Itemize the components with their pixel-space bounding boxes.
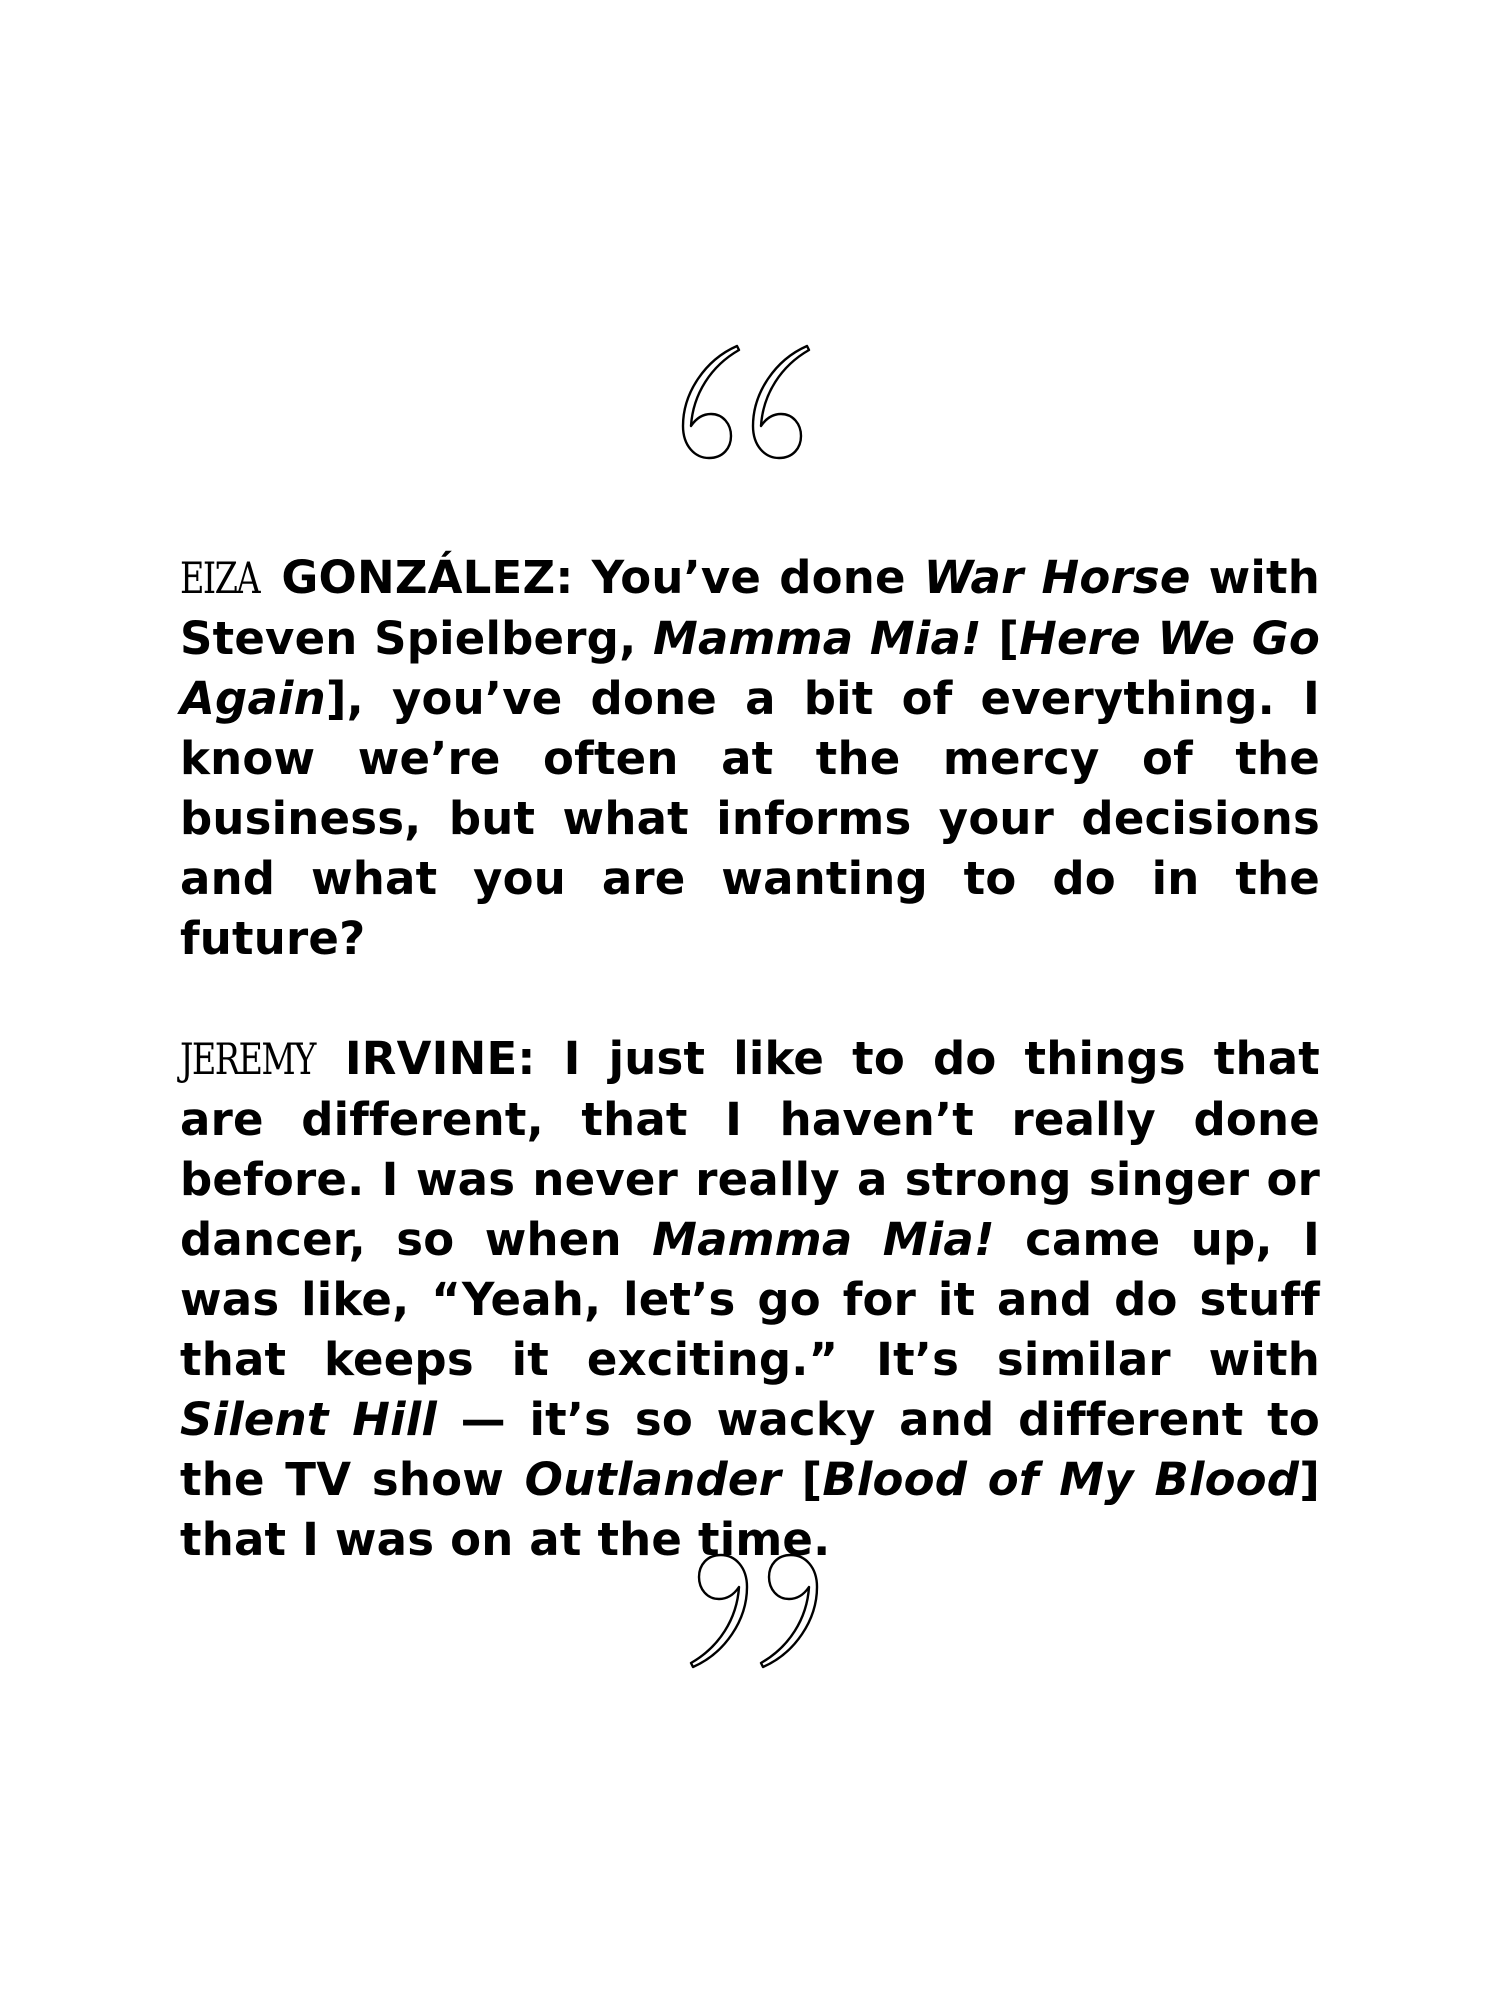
open-quote-icon (675, 338, 825, 468)
film-title: Here We Go Again (180, 612, 1320, 725)
answer-paragraph: JEREMY IRVINE: I just like to do things that are different, that I haven’t really done before. I was never really a strong singer or dancer, so when Mamma Mia! came up, I was like, “Yeah, let’s go for it and do stuff that keeps it exciting.” It’s similar with Silent Hill — it’s so wacky and different to the TV show Outlander [Blood of My Blood] that I was on at the time. (180, 1032, 1320, 1566)
close-quote-icon (675, 1545, 825, 1675)
question-paragraph: EIZA GONZÁLEZ: You’ve done War Horse with Steven Spielberg, Mamma Mia! [Here We Go Again], you’ve done a bit of everything. I know we’re often at the mercy of the business, but what informs your decisions and what you are wanting to do in the future? (180, 551, 1321, 965)
film-title: Mamma Mia! (652, 1213, 995, 1266)
speaker-first-name: JEREMY (180, 1035, 315, 1085)
show-title: Blood of My Blood (822, 1453, 1300, 1506)
film-title: Silent Hill (180, 1393, 437, 1446)
show-title: Outlander (524, 1453, 781, 1506)
speaker-first-name: EIZA (180, 554, 260, 604)
film-title: War Horse (923, 551, 1191, 604)
interview-text (180, 548, 1320, 1570)
speaker-last-name: GONZÁLEZ (281, 551, 556, 604)
film-title: Mamma Mia! (652, 612, 982, 665)
speaker-last-name: IRVINE (344, 1032, 518, 1085)
